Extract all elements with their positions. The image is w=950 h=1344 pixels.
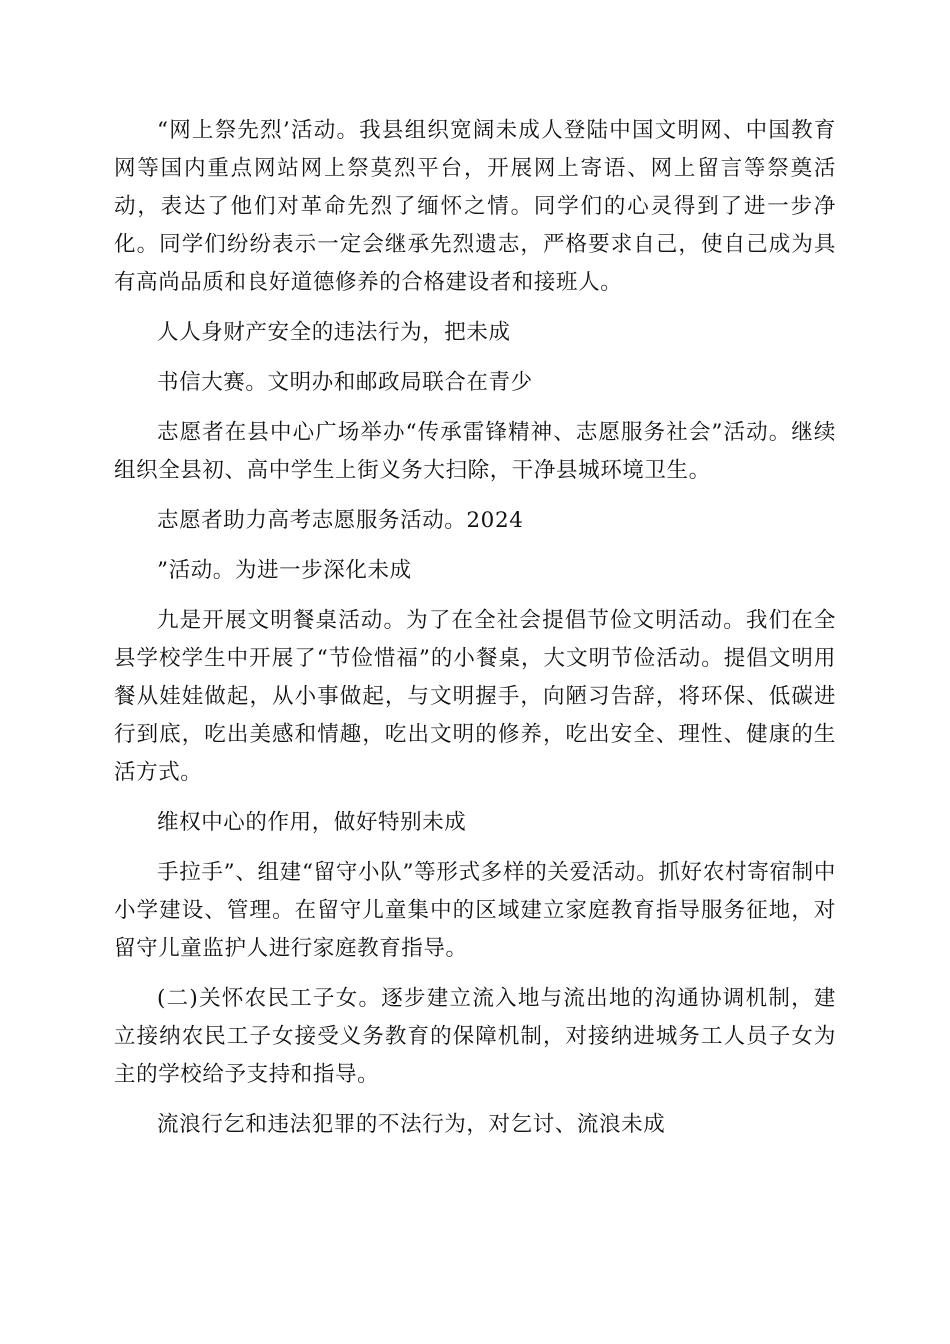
paragraph-lei-feng-volunteer: 志愿者在县中心广场举办“传承雷锋精神、志愿服务社会”活动。继续组织全县初、高中学生上街义务大扫除，干净县城环境卫生。 xyxy=(114,420,836,483)
paragraph-rights-center: 维权中心的作用，做好特别未成 xyxy=(157,810,467,835)
paragraph-online-martyr-memorial: “网上祭先烈’活动。我县组织宽阔未成人登陆中国文明网、中国教育网等国内重点网站网上祭莫烈平台，开展网上寄语、网上留言等祭奠活动，表达了他们对革命先烈了缅怀之情。同学们的心灵得到了进一步净化。同学们纷纷表示一定会继承先烈遗志，严格要求自己，使自己成为具有高尚品质和良好道德修养的合格建设者和接班人。 xyxy=(114,118,836,295)
paragraph-migrant-worker-children: (二)关怀农民工子女。逐步建立流入地与流出地的沟通协调机制，建立接纳农民工子女接受义务教育的保障机制，对接纳进城务工人员子女为主的学校给予支持和指导。 xyxy=(114,986,836,1087)
paragraph-vagrancy: 流浪行乞和违法犯罪的不法行为，对乞讨、流浪未成 xyxy=(157,1112,666,1137)
document-body xyxy=(114,112,836,1156)
paragraph-left-behind-children: 手拉手”、组建“留守小队”等形式多样的关爱活动。抓好农村寄宿制中小学建设、管理。在留守儿童集中的区域建立家庭教育指导服务征地，对留守儿童监护人进行家庭教育指导。 xyxy=(114,860,836,961)
paragraph-exam-volunteer: 志愿者助力高考志愿服务活动。2024 xyxy=(157,508,524,533)
paragraph-letter-contest: 书信大赛。文明办和邮政局联合在青少 xyxy=(157,370,533,395)
paragraph-deepen-activity: ”活动。为进一步深化未成 xyxy=(157,558,412,583)
paragraph-civilized-dining: 九是开展文明餐桌活动。为了在全社会提倡节俭文明活动。我们在全县学校学生中开展了“节俭惜福”的小餐桌，大文明节俭活动。提倡文明用餐从娃娃做起，从小事做起，与文明握手，向陋习告辞，将环保、低碳进行到底，吃出美感和情趣，吃出文明的修养，吃出安全、理性、健康的生活方式。 xyxy=(114,608,836,785)
paragraph-personal-safety: 人人身财产安全的违法行为，把未成 xyxy=(157,320,511,345)
